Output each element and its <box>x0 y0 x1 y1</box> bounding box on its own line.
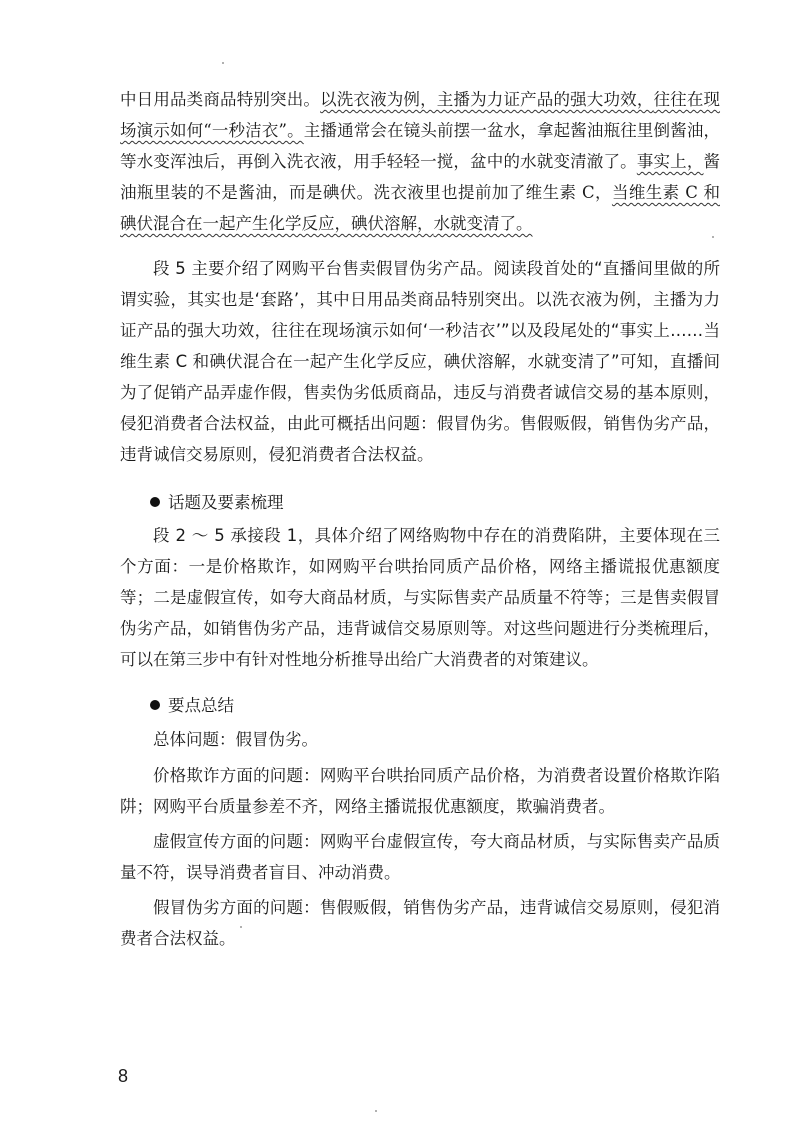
quoted-passage <box>120 84 720 239</box>
summary-price-fraud: 价格欺诈方面的问题：网购平台哄抬同质产品价格，为消费者设置价格欺诈陷阱；网购平台质量参差不齐，网络主播谎报优惠额度，欺骗消费者。 <box>120 766 720 816</box>
paragraph-5-analysis: 段 5 主要介绍了网购平台售卖假冒伪劣产品。阅读段首处的“直播间里做的所谓实验，其实也是‘套路’，其中日用品类商品特别突出。以洗衣液为例，主播为力证产品的强大功效，往往在现场演示如何‘一秒洁衣’”以及段尾处的“事实上……当维生素 C 和碘伏混合在一起产生化学反应，碘伏溶解，水就变清了”可知，直播间为了促销产品弄虚作假，售卖伪劣低质商品，违反与消费者诚信交易的基本原则，侵犯消费者合法权益，由此可概括出问题：假冒伪劣。售假贩假，销售伪劣产品，违背诚信交易原则，侵犯消费者合法权益。 <box>120 259 720 464</box>
page-number: 8 <box>118 1066 129 1086</box>
section-heading-topics-label: 话题及要素梳理 <box>168 493 284 512</box>
summary-false-publicity: 虚假宣传方面的问题：网购平台虚假宣传，夸大商品材质，与实际售卖产品质量不符，误导消费者盲目、冲动消费。 <box>120 832 720 882</box>
quote-sentence-7: 当维生素 C 和碘伏混合在一起产生化学反应，碘伏溶解， <box>120 183 720 233</box>
summary-counterfeit: 假冒伪劣方面的问题：售假贩假，销售伪劣产品，违背诚信交易原则，侵犯消费者合法权益。 <box>120 898 720 948</box>
quote-sentence-6: 酱油瓶里装的不是酱油，而是碘伏。洗衣液里也提前加了维生素 C， <box>120 152 721 202</box>
quote-sentence-5: 事实上， <box>636 152 704 171</box>
topics-body: 段 2 ～ 5 承接段 1，具体介绍了网络购物中存在的消费陷阱，主要体现在三个方面：一是价格欺诈，如网购平台哄抬同质产品价格，网络主播谎报优惠额度等；二是虚假宣传，如夸大商品材质，与实际售卖产品质量不符等；三是售卖假冒伪劣产品，如销售伪劣产品，违背诚信交易原则等。对这些问题进行分类梳理后，可以在第三步中有针对性地分析推导出给广大消费者的对策建议。 <box>120 526 720 669</box>
section-heading-topics <box>150 487 284 518</box>
bullet-icon <box>150 700 160 710</box>
quote-sentence-4: 主播通常会在镜头前摆一盆水，拿起酱油瓶往里倒酱油，等水变浑浊后，再倒入洗衣液，用手轻轻一搅，盆中的水就变清澈了。 <box>120 121 720 171</box>
scan-speck <box>222 62 224 64</box>
scan-speck <box>375 1110 377 1112</box>
quote-sentence-2: 以洗衣液为例，主播为力证产品的强大功效， <box>320 90 654 109</box>
summary-overall: 总体问题：假冒伪劣。 <box>153 730 318 749</box>
quote-sentence-1: 中日用品类商品特别突出。 <box>120 90 321 109</box>
section-heading-summary <box>150 690 234 721</box>
scan-speck <box>712 236 714 238</box>
quote-sentence-3: 往往在现场演示如何“一秒洁衣”。 <box>120 90 721 140</box>
quote-sentence-8: 水就变清了。 <box>433 214 533 233</box>
scan-speck <box>240 926 242 928</box>
bullet-icon <box>150 497 160 507</box>
section-heading-summary-label: 要点总结 <box>168 696 234 715</box>
